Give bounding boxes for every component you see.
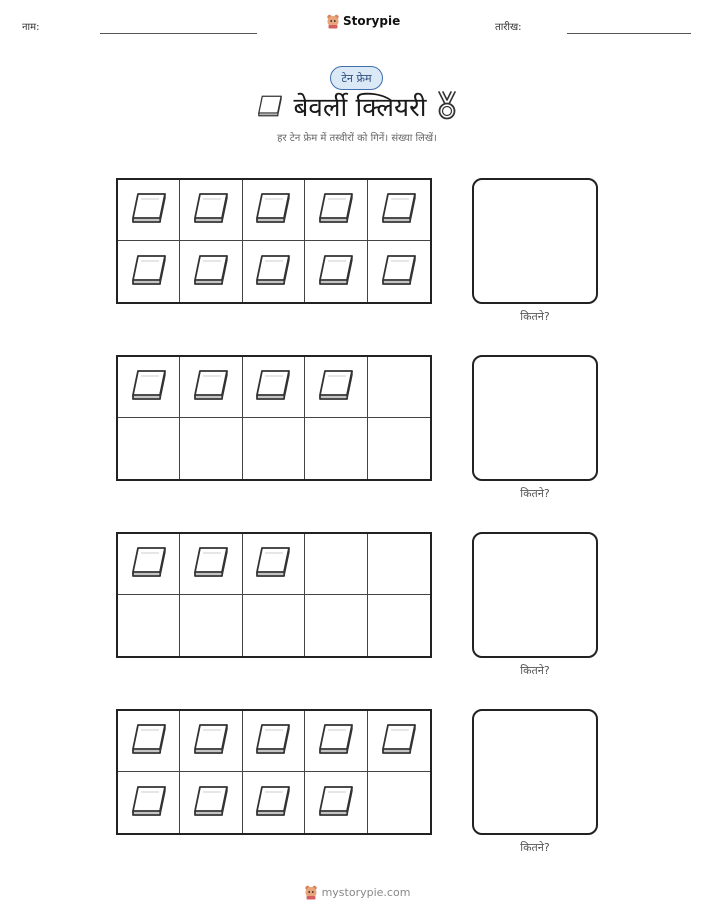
book-icon <box>191 252 231 292</box>
medal-icon <box>436 91 458 121</box>
frame-cell <box>118 772 180 833</box>
answer-box-3[interactable] <box>472 532 598 658</box>
frame-cell <box>368 418 430 479</box>
frame-cell <box>243 772 305 833</box>
book-icon <box>253 783 293 823</box>
frame-cell <box>180 595 242 656</box>
answer-box-4[interactable] <box>472 709 598 835</box>
frame-cell <box>243 711 305 772</box>
book-icon <box>129 783 169 823</box>
frame-cell <box>368 711 430 772</box>
frame-cell <box>368 595 430 656</box>
name-label: नाम: <box>22 22 40 33</box>
ten-frame-badge: टेन फ्रेम <box>330 66 383 90</box>
book-icon <box>379 190 419 230</box>
storypie-logo-icon <box>326 13 340 29</box>
book-icon <box>316 783 356 823</box>
answer-prompt-1: कितने? <box>520 310 550 323</box>
brand-logo <box>326 13 400 29</box>
book-icon <box>253 252 293 292</box>
answer-box-2[interactable] <box>472 355 598 481</box>
frame-cell <box>118 711 180 772</box>
frame-cell <box>305 711 367 772</box>
date-line[interactable] <box>567 33 691 34</box>
title-row <box>0 88 714 124</box>
answer-prompt-4: कितने? <box>520 841 550 854</box>
frame-cell <box>118 357 180 418</box>
instructions: हर टेन फ्रेम में तस्वीरों को गिनें। संख्या लिखें। <box>277 133 437 144</box>
frame-cell <box>118 595 180 656</box>
book-icon <box>191 367 231 407</box>
frame-cell <box>368 241 430 302</box>
frame-cell <box>243 357 305 418</box>
answer-prompt-3: कितने? <box>520 664 550 677</box>
frame-cell <box>305 534 367 595</box>
worksheet-title: बेवर्ली क्लियरी <box>293 93 427 123</box>
frame-cell <box>305 418 367 479</box>
frame-cell <box>243 418 305 479</box>
book-icon <box>129 367 169 407</box>
frame-cell <box>305 180 367 241</box>
frame-cell <box>243 180 305 241</box>
ten-frame-1 <box>116 178 432 304</box>
frame-cell <box>305 595 367 656</box>
footer-website: mystorypie.com <box>321 885 411 899</box>
book-icon <box>253 721 293 761</box>
frame-cell <box>118 241 180 302</box>
book-icon <box>316 367 356 407</box>
book-icon <box>129 252 169 292</box>
book-icon <box>379 252 419 292</box>
book-icon <box>316 190 356 230</box>
book-icon <box>191 721 231 761</box>
frame-cell <box>305 772 367 833</box>
answer-prompt-2: कितने? <box>520 487 550 500</box>
storypie-logo-icon <box>304 884 318 900</box>
book-icon <box>253 190 293 230</box>
frame-cell <box>368 772 430 833</box>
frame-cell <box>305 241 367 302</box>
frame-cell <box>243 534 305 595</box>
book-icon <box>379 721 419 761</box>
frame-cell <box>243 241 305 302</box>
frame-cell <box>180 180 242 241</box>
book-icon <box>316 721 356 761</box>
book-icon <box>129 190 169 230</box>
frame-cell <box>118 418 180 479</box>
frame-cell <box>118 180 180 241</box>
book-icon <box>191 783 231 823</box>
ten-frame-4 <box>116 709 432 835</box>
frame-cell <box>368 534 430 595</box>
frame-cell <box>243 595 305 656</box>
book-icon <box>316 252 356 292</box>
answer-box-1[interactable] <box>472 178 598 304</box>
footer <box>0 884 714 900</box>
date-label: तारीख: <box>495 22 522 33</box>
frame-cell <box>180 241 242 302</box>
book-icon <box>129 721 169 761</box>
frame-cell <box>180 418 242 479</box>
frame-cell <box>118 534 180 595</box>
book-icon <box>253 367 293 407</box>
frame-cell <box>305 357 367 418</box>
frame-cell <box>180 357 242 418</box>
frame-cell <box>180 534 242 595</box>
brand-name: Storypie <box>343 14 401 28</box>
book-icon <box>256 94 284 118</box>
frame-cell <box>180 772 242 833</box>
book-icon <box>191 544 231 584</box>
frame-cell <box>368 357 430 418</box>
book-icon <box>191 190 231 230</box>
frame-cell <box>368 180 430 241</box>
name-line[interactable] <box>100 33 257 34</box>
book-icon <box>253 544 293 584</box>
frame-cell <box>180 711 242 772</box>
book-icon <box>129 544 169 584</box>
ten-frame-3 <box>116 532 432 658</box>
ten-frame-2 <box>116 355 432 481</box>
